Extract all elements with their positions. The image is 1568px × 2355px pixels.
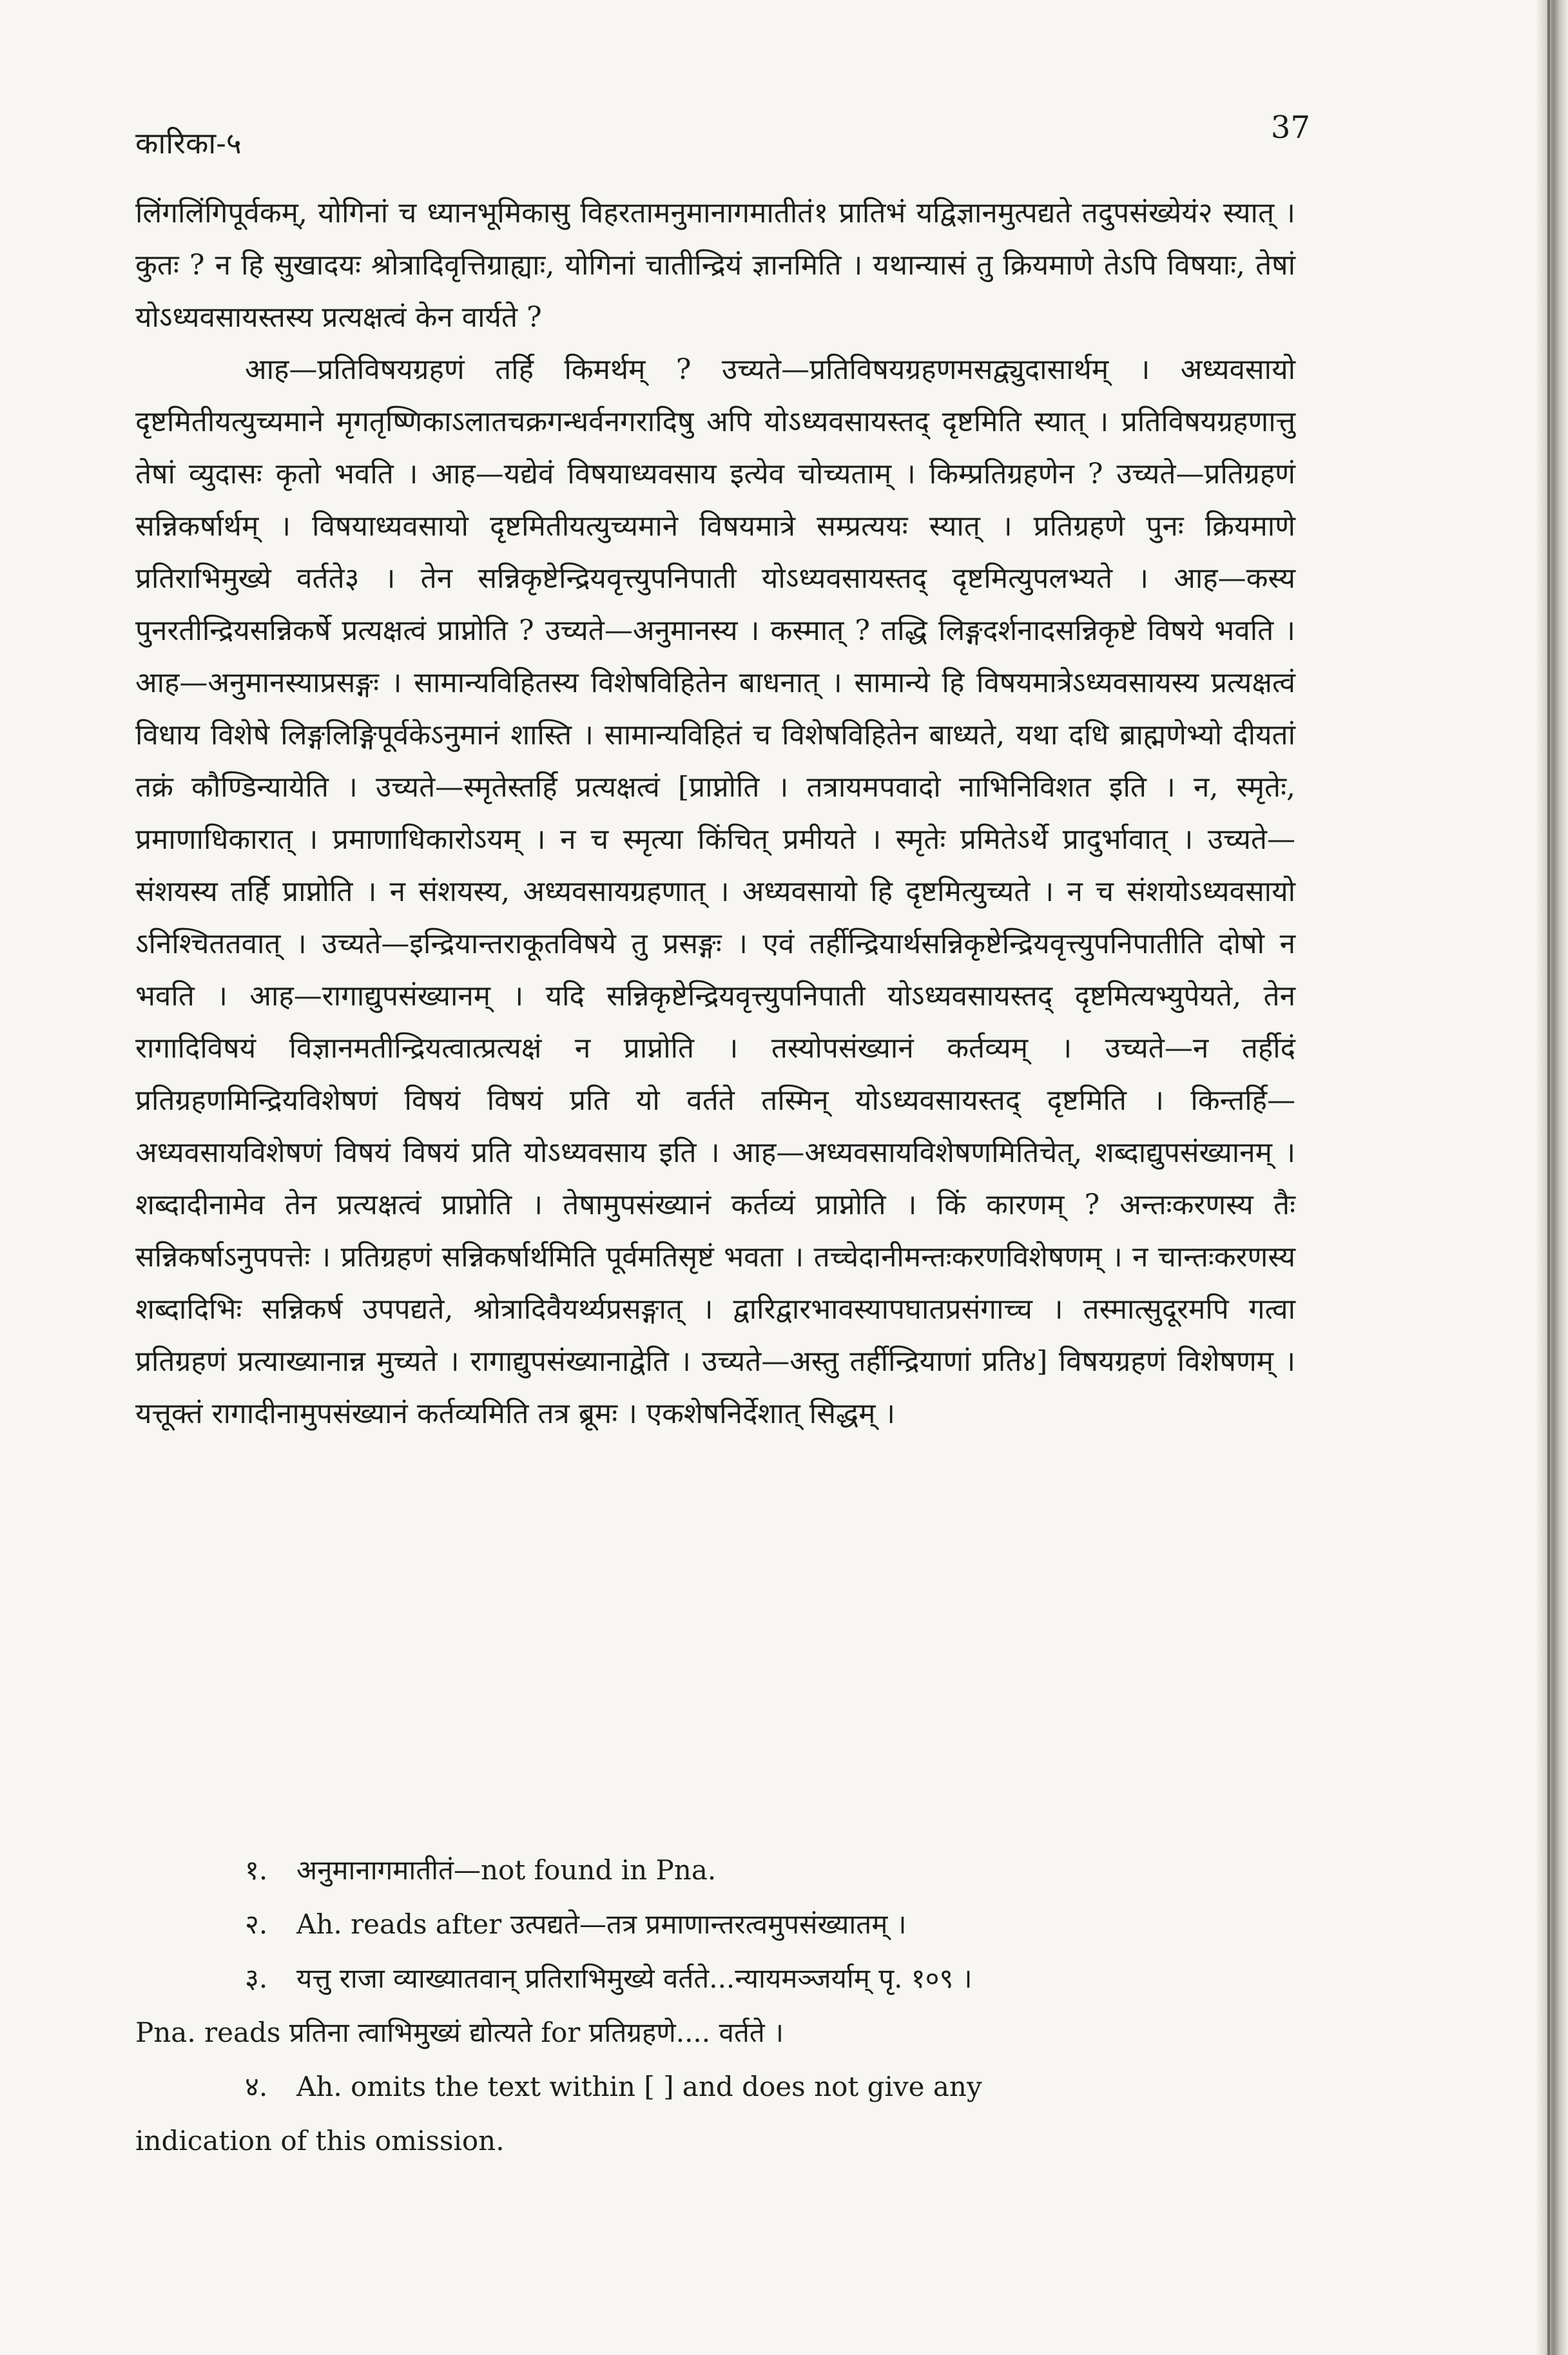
page-header	[135, 110, 1310, 168]
footnote-number: १.	[245, 1854, 268, 1886]
footnote-text: Ah. omits the text within [ ] and does not give any	[296, 2071, 982, 2102]
footnote-number: ४.	[245, 2071, 268, 2102]
footnote-text: यत्तु राजा व्याख्यातवान् प्रतिराभिमुख्ये वर्तते...न्यायमञ्जर्याम् पृ. १०९ ।	[296, 1963, 973, 1994]
page-binding-line	[1547, 0, 1550, 2355]
footnote-text: indication of this omission.	[135, 2125, 505, 2156]
footnote-number: ३.	[245, 1963, 268, 1994]
page-binding-edge	[1536, 0, 1568, 2355]
footnote-text: Ah. reads after उत्पद्यते—तत्र प्रमाणान्तरत्वमुपसंख्यातम् ।	[296, 1908, 907, 1940]
footnote-text: अनुमानागमातीतं—not found in Pna.	[296, 1854, 717, 1886]
footnotes	[135, 1843, 1295, 2168]
running-head: कारिका-५	[135, 126, 242, 160]
footnote-text: Pna. reads प्रतिना त्वाभिमुख्यं द्योत्यते for प्रतिग्रहणे.... वर्तते ।	[135, 2017, 784, 2048]
paragraph-2: आह—प्रतिविषयग्रहणं तर्हि किमर्थम् ? उच्यते—प्रतिविषयग्रहणमसद्व्युदासार्थम् । अध्यवसायो दृष्टमितीयत्युच्यमाने मृगतृष्णिकाऽलातचक्रगन्धर्वनगरादिषु अपि योऽध्यवसायस्तद् दृष्टमिति स्यात् । प्रतिविषयग्रहणात्तु तेषां व्युदासः कृतो भवति । आह—यद्येवं विषयाध्यवसाय इत्येव चोच्यताम् । किम्प्रतिग्रहणेन ? उच्यते—प्रतिग्रहणं सन्निकर्षार्थम् । विषयाध्यवसायो दृष्टमितीयत्युच्यमाने विषयमात्रे सम्प्रत्ययः स्यात् । प्रतिग्रहणे पुनः क्रियमाणे प्रतिराभिमुख्ये वर्तते३ । तेन सन्निकृष्टेन्द्रियवृत्त्युपनिपाती योऽध्यवसायस्तद् दृष्टमित्युपलभ्यते । आह—कस्य पुनरतीन्द्रियसन्निकर्षे प्रत्यक्षत्वं प्राप्नोति ? उच्यते—अनुमानस्य । कस्मात् ? तद्धि लिङ्गदर्शनादसन्निकृष्टे विषये भवति । आह—अनुमानस्याप्रसङ्गः । सामान्यविहितस्य विशेषविहितेन बाधनात् । सामान्ये हि विषयमात्रेऽध्यवसायस्य प्रत्यक्षत्वं विधाय विशेषे लिङ्गलिङ्गिपूर्वकेऽनुमानं शास्ति । सामान्यविहितं च विशेषविहितेन बाध्यते, यथा दधि ब्राह्मणेभ्यो दीयतां तक्रं कौण्डिन्यायेति । उच्यते—स्मृतेस्तर्हि प्रत्यक्षत्वं [प्राप्नोति । तत्रायमपवादो नाभिनिविशत इति । न, स्मृतेः, प्रमाणाधिकारात् । प्रमाणाधिकारोऽयम् । न च स्मृत्या किंचित् प्रमीयते । स्मृतेः प्रमितेऽर्थे प्रादुर्भावात् । उच्यते—संशयस्य तर्हि प्राप्नोति । न संशयस्य, अध्यवसायग्रहणात् । अध्यवसायो हि दृष्टमित्युच्यते । न च संशयोऽध्यवसायो ऽनिश्चिततवात् । उच्यते—इन्द्रियान्तराकूतविषये तु प्रसङ्गः । एवं तर्हीन्द्रियार्थसन्निकृष्टेन्द्रियवृत्त्युपनिपातीति दोषो न भवति । आह—रागाद्युपसंख्यानम् । यदि सन्निकृष्टेन्द्रियवृत्त्युपनिपाती योऽध्यवसायस्तद् दृष्टमित्यभ्युपेयते, तेन रागादिविषयं विज्ञानमतीन्द्रियत्वात्प्रत्यक्षं न प्राप्नोति । तस्योपसंख्यानं कर्तव्यम् । उच्यते—न तर्हीदं प्रतिग्रहणमिन्द्रियविशेषणं विषयं विषयं प्रति यो वर्तते तस्मिन् योऽध्यवसायस्तद् दृष्टमिति । किन्तर्हि—अध्यवसायविशेषणं विषयं विषयं प्रति योऽध्यवसाय इति । आह—अध्यवसायविशेषणमितिचेत्, शब्दाद्युपसंख्यानम् । शब्दादीनामेव तेन प्रत्यक्षत्वं प्राप्नोति । तेषामुपसंख्यानं कर्तव्यं प्राप्नोति । किं कारणम् ? अन्तःकरणस्य तैः सन्निकर्षाऽनुपपत्तेः । प्रतिग्रहणं सन्निकर्षार्थमिति पूर्वमतिसृष्टं भवता । तच्चेदानीमन्तःकरणविशेषणम् । न चान्तःकरणस्य शब्दादिभिः सन्निकर्ष उपपद्यते, श्रोत्रादिवैयर्थ्यप्रसङ्गात् । द्वारिद्वारभावस्यापघातप्रसंगाच्च । तस्मात्सुदूरमपि गत्वा प्रतिग्रहणं प्रत्याख्यानान्न मुच्यते । रागाद्युपसंख्यानाद्वेति । उच्यते—अस्तु तर्हीन्द्रियाणां प्रति४] विषयग्रहणं विशेषणम् । यत्तूक्तं रागादीनामुपसंख्यानं कर्तव्यमिति तत्र ब्रूमः । एकशेषनिर्देशात् सिद्धम् ।	[135, 353, 1295, 1430]
paragraph-1: लिंगलिंगिपूर्वकम्, योगिनां च ध्यानभूमिकासु विहरतामनुमानागमातीतं१ प्रातिभं यद्विज्ञानमुत्पद्यते तदुपसंख्येयं२ स्यात् । कुतः ? न हि सुखादयः श्रोत्रादिवृत्तिग्राह्याः, योगिनां चातीन्द्रियं ज्ञानमिति । यथान्यासं तु क्रियमाणे तेऽपि विषयाः, तेषां योऽध्यवसायस्तस्य प्रत्यक्षत्वं केन वार्यते ?	[135, 197, 1295, 334]
footnote-2	[135, 1897, 1295, 1952]
footnote-1	[135, 1843, 1295, 1897]
footnote-3-continuation	[135, 2006, 1295, 2060]
footnote-3	[135, 1952, 1295, 2006]
footnote-number: २.	[245, 1908, 268, 1940]
footnote-4	[135, 2060, 1295, 2114]
footnote-4-continuation	[135, 2114, 1295, 2168]
page-number: 37	[1270, 110, 1310, 146]
main-text	[135, 187, 1295, 1440]
